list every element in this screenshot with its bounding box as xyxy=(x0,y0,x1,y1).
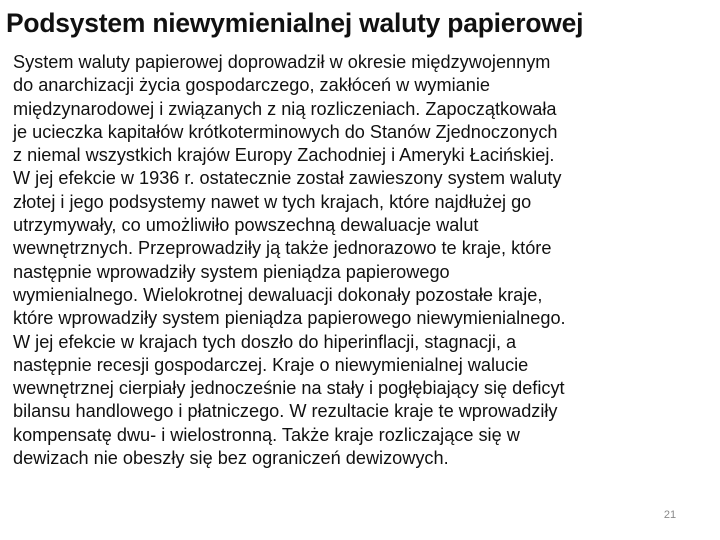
body-line: które wprowadziły system pieniądza papierowego niewymienialnego. xyxy=(13,308,566,329)
body-line: wewnętrznych. Przeprowadziły ją także jednorazowo te kraje, które xyxy=(13,238,552,259)
body-line: złotej i jego podsystemy nawet w tych krajach, które najdłużej go xyxy=(13,191,532,212)
body-line: do anarchizacji życia gospodarczego, zakłóceń w wymianie xyxy=(13,75,490,96)
body-line: bilansu handlowego i płatniczego. W rezultacie kraje te wprowadziły xyxy=(13,401,558,422)
body-line: wewnętrznej cierpiały jednocześnie na stały i pogłębiający się deficyt xyxy=(13,378,565,399)
slide-title: Podsystem niewymienialnej waluty papierowej xyxy=(6,8,584,38)
body-line: następnie wprowadziły system pieniądza papierowego xyxy=(13,261,450,282)
body-line: W jej efekcie w 1936 r. ostatecznie został zawieszony system waluty xyxy=(13,168,562,189)
body-line: je ucieczka kapitałów krótkoterminowych do Stanów Zjednoczonych xyxy=(13,121,558,142)
body-line: kompensatę dwu- i wielostronną. Także kraje rozliczające się w xyxy=(13,424,520,445)
body-line: W jej efekcie w krajach tych doszło do hiperinflacji, stagnacji, a xyxy=(13,331,517,352)
page-number: 21 xyxy=(663,509,677,521)
body-line: z niemal wszystkich krajów Europy Zachodniej i Ameryki Łacińskiej. xyxy=(13,145,555,166)
body-line: dewizach nie obeszły się bez ograniczeń dewizowych. xyxy=(13,448,449,469)
body-line: następnie recesji gospodarczej. Kraje o niewymienialnej walucie xyxy=(13,354,529,375)
body-line: wymienialnego. Wielokrotnej dewaluacji dokonały pozostałe kraje, xyxy=(13,284,543,305)
body-line: System waluty papierowej doprowadził w okresie międzywojennym xyxy=(13,52,551,72)
body-text xyxy=(13,51,719,470)
body-line: utrzymywały, co umożliwiło powszechną dewaluacje walut xyxy=(13,215,479,236)
body-line: międzynarodowej i związanych z nią rozliczeniach. Zapoczątkowała xyxy=(13,98,557,119)
